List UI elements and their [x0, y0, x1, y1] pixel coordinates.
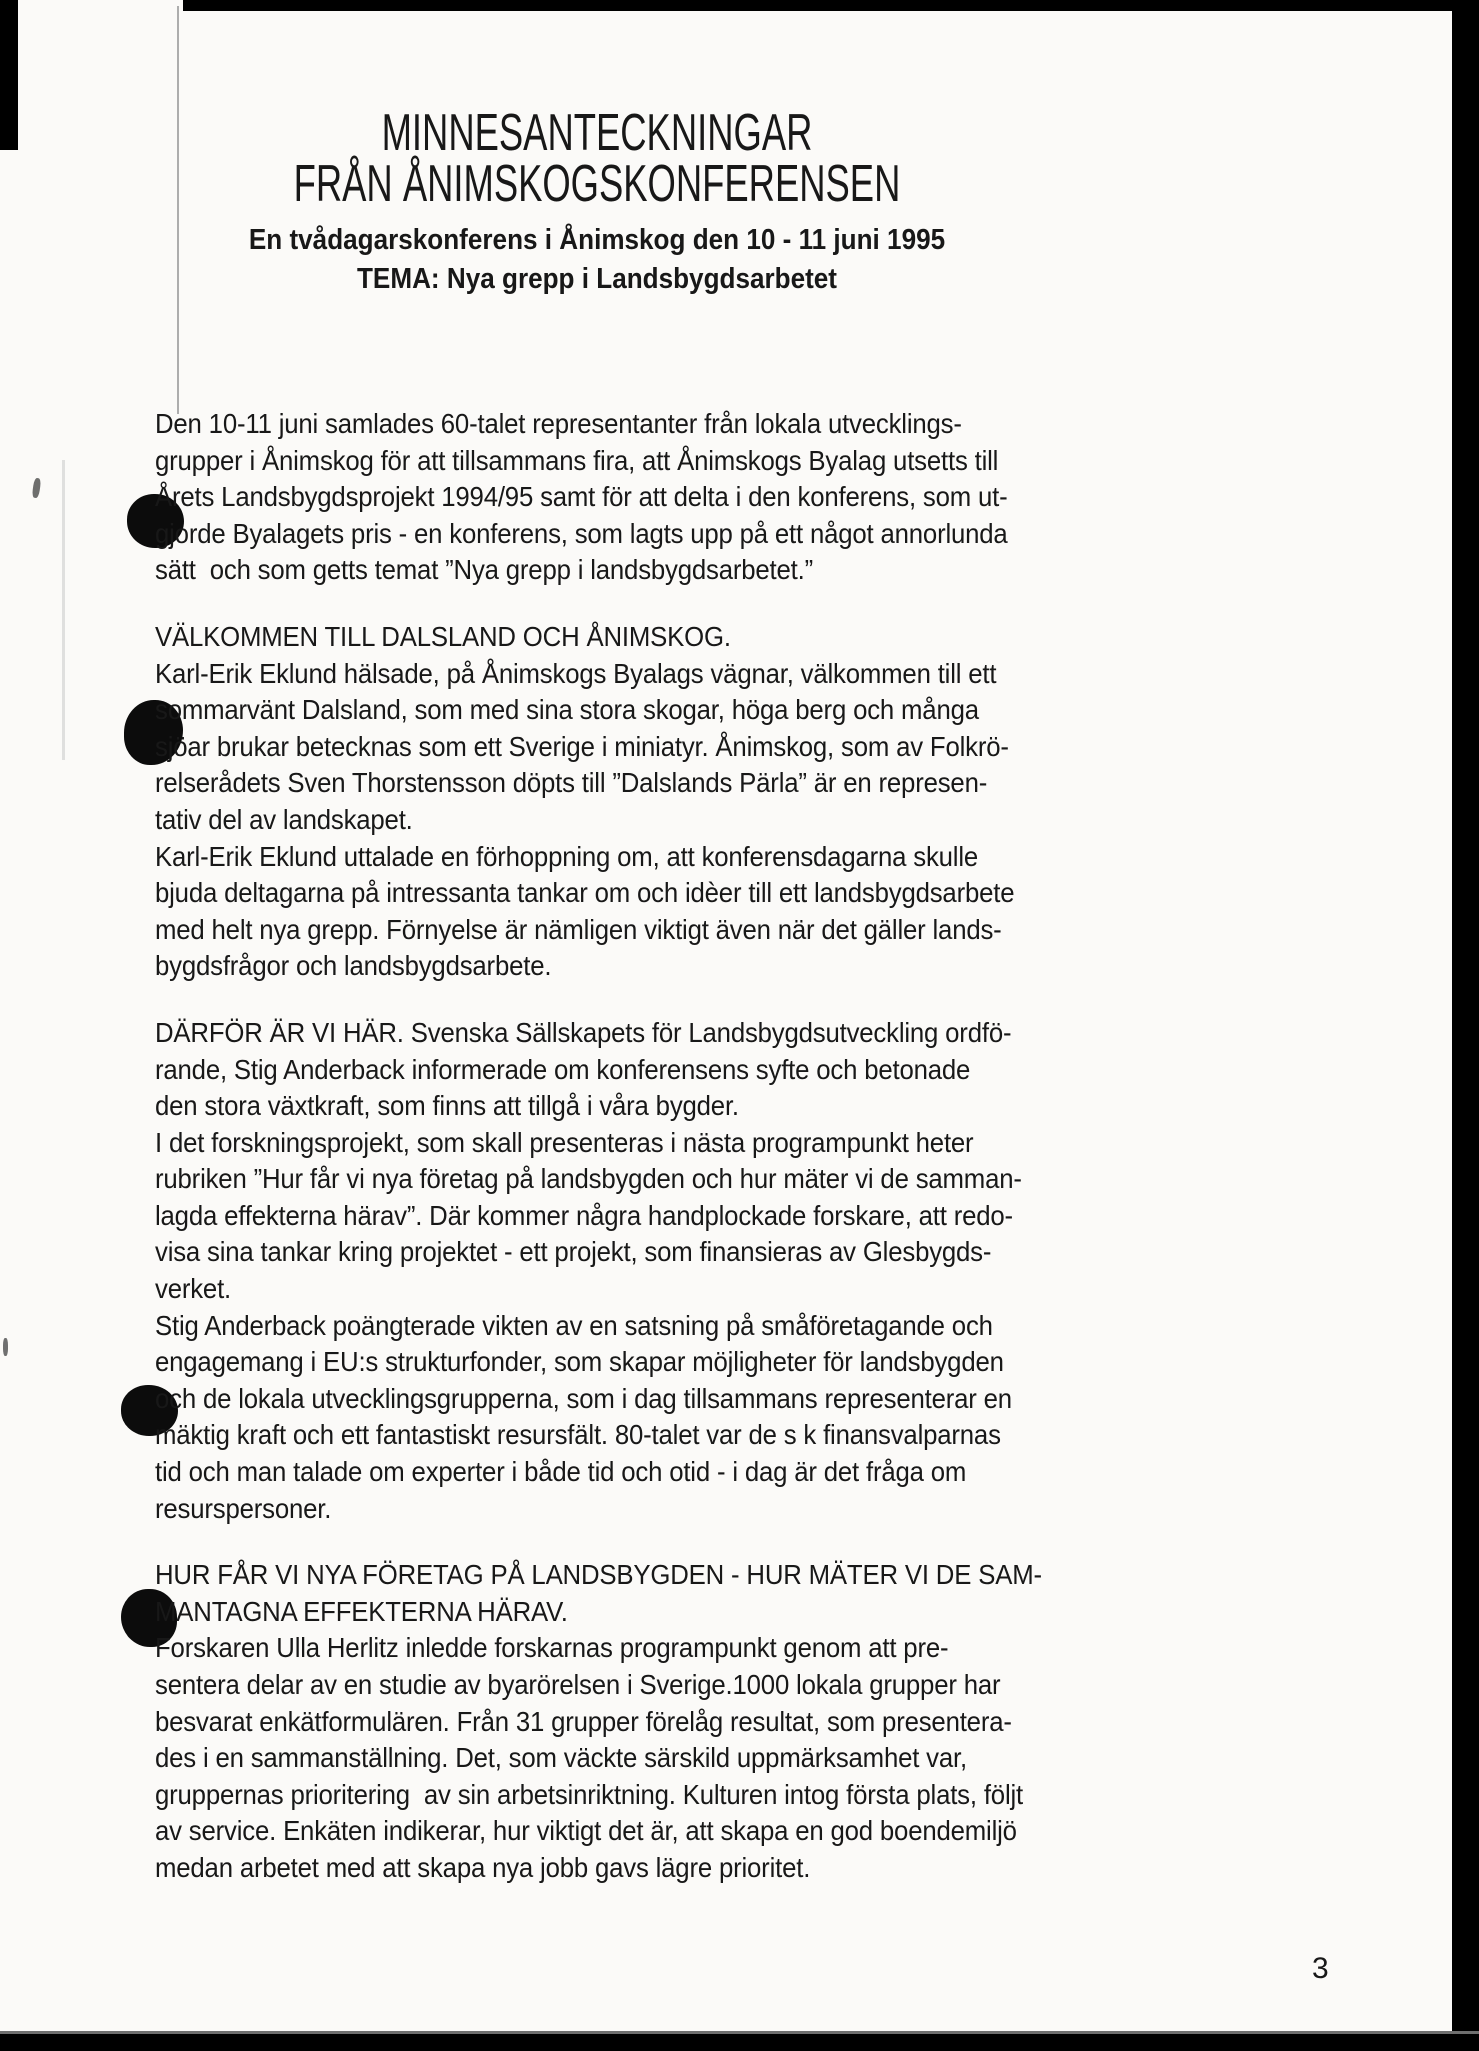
text-line: mäktig kraft och ett fantastiskt resursfält. 80-talet var de s k finansvalparnas	[155, 1419, 1001, 1451]
text-line: sommarvänt Dalsland, som med sina stora skogar, höga berg och många	[155, 694, 979, 726]
text-line: rubriken ”Hur får vi nya företag på landsbygden och hur mäter vi de samman-	[155, 1163, 1022, 1195]
text-line: DÄRFÖR ÄR VI HÄR. Svenska Sällskapets för Landsbygdsutveckling ordfö-	[155, 1016, 1012, 1048]
document-subtitle	[155, 221, 1039, 299]
text-line: des i en sammanställning. Det, som väckte särskild uppmärksamhet var,	[155, 1742, 967, 1774]
page-number: 3	[1312, 1952, 1329, 1985]
scan-edge-bottom	[0, 2031, 1479, 2051]
document-body	[155, 406, 1042, 1887]
text-line: engagemang i EU:s strukturfonder, som skapar möjligheter för landsbygden	[155, 1346, 1004, 1378]
text-line: lagda effekterna härav”. Där kommer några handplockade forskare, att redo-	[155, 1199, 1013, 1231]
text-line: I det forskningsprojekt, som skall presenteras i nästa programpunkt heter	[155, 1126, 974, 1158]
text-line: den stora växtkraft, som finns att tillgå i våra bygder.	[155, 1090, 739, 1122]
text-line: bygdsfrågor och landsbygdsarbete.	[155, 950, 552, 982]
text-line: gjorde Byalagets pris - en konferens, som lagts upp på ett något annorlunda	[155, 517, 1008, 549]
text-line: och de lokala utvecklingsgrupperna, som i dag tillsammans representerar en	[155, 1382, 1012, 1414]
text-line: Karl-Erik Eklund uttalade en förhoppning om, att konferensdagarna skulle	[155, 840, 979, 872]
text-line: rande, Stig Anderback informerade om konferensens syfte och betonade	[155, 1053, 971, 1085]
scan-artifact-vertical-line	[177, 6, 179, 414]
text-line: tid och man talade om experter i både tid och otid - i dag är det fråga om	[155, 1456, 967, 1488]
text-line: gruppernas prioritering av sin arbetsinriktning. Kulturen intog första plats, följt	[155, 1778, 1024, 1810]
document-title	[155, 104, 1039, 213]
text-line: Årets Landsbygdsprojekt 1994/95 samt för att delta i den konferens, som ut-	[155, 481, 1008, 513]
text-line: Stig Anderback poängterade vikten av en satsning på småföretagande och	[155, 1309, 993, 1341]
text-block	[155, 1015, 1039, 1527]
text-line: grupper i Ånimskog för att tillsammans fira, att Ånimskogs Byalag utsetts till	[155, 444, 999, 476]
text-line: tativ del av landskapet.	[155, 803, 413, 835]
text-line: verket.	[155, 1273, 232, 1305]
text-line: Forskaren Ulla Herlitz inledde forskarnas programpunkt genom att pre-	[155, 1632, 949, 1664]
text-line: VÄLKOMMEN TILL DALSLAND OCH ÅNIMSKOG.	[155, 620, 731, 652]
text-line: MANTAGNA EFFEKTERNA HÄRAV.	[155, 1595, 568, 1627]
subtitle-line-2: TEMA: Nya grepp i Landsbygdsarbetet	[356, 263, 838, 295]
text-line: HUR FÅR VI NYA FÖRETAG PÅ LANDSBYGDEN - HUR MÄTER VI DE SAM-	[155, 1559, 1042, 1591]
text-line: Den 10-11 juni samlades 60-talet representanter från lokala utvecklings-	[155, 408, 962, 439]
text-line: sjöar brukar betecknas som ett Sverige i miniatyr. Ånimskog, som av Folkrö-	[155, 730, 1009, 762]
text-line: bjuda deltagarna på intressanta tankar om och idèer till ett landsbygdsarbete	[155, 877, 1015, 909]
subtitle-line-1: En tvådagarskonferens i Ånimskog den 10 - 11 juni 1995	[248, 224, 946, 256]
text-line: visa sina tankar kring projektet - ett projekt, som finansieras av Glesbygds-	[155, 1236, 992, 1268]
text-line: medan arbetet med att skapa nya jobb gavs lägre prioritet.	[155, 1851, 811, 1883]
scan-edge-right	[1452, 0, 1479, 2048]
title-line-1: MINNESANTECKNINGAR	[381, 104, 813, 162]
text-line: sentera delar av en studie av byarörelsen i Sverige.1000 lokala grupper har	[155, 1669, 1001, 1700]
scan-artifact-speck	[3, 1338, 8, 1356]
scan-edge-corner-left	[0, 0, 18, 150]
text-line: sätt och som getts temat ”Nya grepp i landsbygdsarbetet.”	[155, 554, 813, 586]
text-line: med helt nya grepp. Förnyelse är nämligen viktigt även när det gäller lands-	[155, 913, 1002, 945]
scan-edge-top	[183, 0, 1479, 11]
text-line: besvarat enkätformulären. Från 31 grupper förelåg resultat, som presentera-	[155, 1705, 1012, 1737]
text-block	[155, 1557, 1042, 1886]
text-line: av service. Enkäten indikerar, hur viktigt det är, att skapa en god boendemiljö	[155, 1815, 1017, 1847]
text-line: relserådets Sven Thorstensson döpts till ”Dalslands Pärla” är en represen-	[155, 767, 988, 799]
text-line: resurspersoner.	[155, 1492, 332, 1524]
text-block	[155, 619, 1039, 985]
text-line: Karl-Erik Eklund hälsade, på Ånimskogs Byalags vägnar, välkommen till ett	[155, 657, 997, 689]
scan-artifact-speck	[32, 478, 42, 499]
title-line-2: FRÅN ÅNIMSKOGSKONFERENSEN	[293, 155, 901, 213]
text-block	[155, 406, 1039, 589]
scan-artifact-streak	[62, 460, 65, 760]
